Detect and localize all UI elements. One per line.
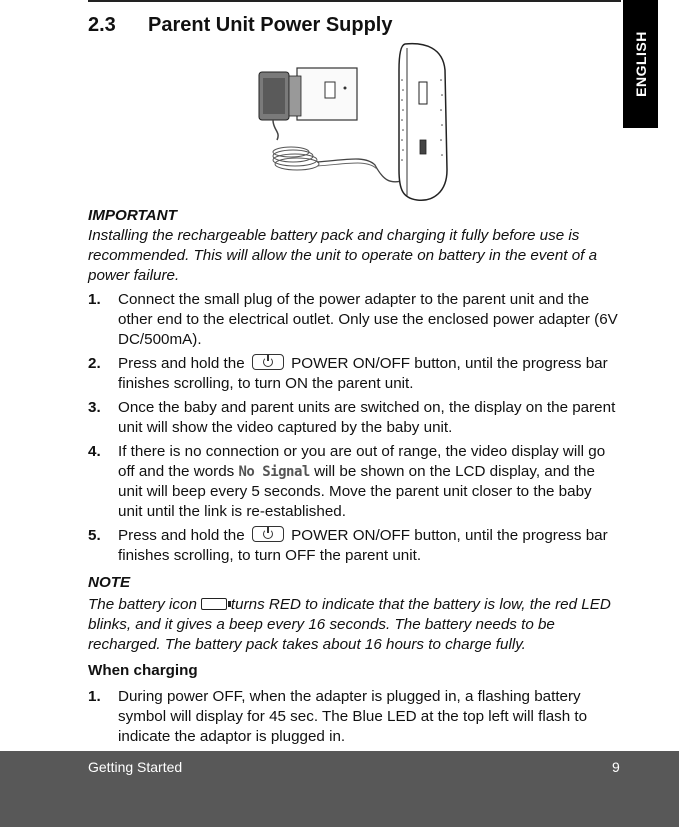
charging-step-1: [88, 687, 620, 747]
important-text: Installing the rechargeable battery pack and charging it fully before use is recommended. This will allow the unit to operate on battery in the event of a power failure.: [88, 227, 598, 284]
step-number: 5.: [88, 527, 101, 544]
step-4: [88, 442, 620, 522]
footer-chapter: Getting Started: [88, 759, 183, 775]
step-text: Once the baby and parent units are switched on, the display on the parent unit will show the video captured by the baby unit.: [118, 399, 616, 436]
step-number: 2.: [88, 355, 101, 372]
power-button-icon: [252, 354, 284, 370]
step-3: [88, 398, 620, 438]
note-text-before: The battery icon: [88, 596, 197, 613]
step-text-before: Press and hold the: [118, 355, 245, 372]
step-text: [118, 354, 620, 394]
charging-steps: [88, 687, 620, 747]
section-number: 2.3: [88, 14, 116, 36]
step-1: [88, 290, 620, 350]
step-2: [88, 354, 620, 394]
language-tab: [623, 0, 658, 128]
top-rule: [88, 0, 621, 2]
section-heading: [88, 14, 392, 37]
step-text-before: Press and hold the: [118, 527, 245, 544]
language-tab-label: ENGLISH: [632, 31, 649, 97]
no-signal-lcd-text: No Signal: [238, 464, 310, 480]
charging-label: When charging: [88, 662, 198, 679]
note-text-after: turns RED to indicate that the battery is low, the red LED blinks, and it gives a beep every 16 seconds. The battery needs to be recharged. The battery pack takes about 16 hours to charge fully.: [88, 596, 611, 653]
step-text: [118, 526, 620, 566]
setup-steps: [88, 290, 620, 566]
battery-icon: [201, 598, 227, 610]
step-number: 3.: [88, 399, 101, 416]
step-text-after: will be shown on the LCD display, and the unit will beep every 5 seconds. Move the parent unit closer to the baby unit until the link is re-established.: [118, 463, 595, 520]
page-footer: [0, 751, 679, 827]
note-label: NOTE: [88, 574, 131, 591]
power-adapter-illustration: [255, 40, 455, 205]
step-5: [88, 526, 620, 566]
step-text-before: If there is no connection or you are out of range, the video display will go off and the words: [118, 443, 606, 480]
step-text: During power OFF, when the adapter is plugged in, a flashing battery symbol will display for 45 sec. The Blue LED at the top left will flash to indicate the adaptor is plugged in.: [118, 688, 588, 745]
important-label: IMPORTANT: [88, 207, 177, 224]
power-button-icon: [252, 526, 284, 542]
step-text: [118, 442, 620, 522]
page-number: 9: [612, 759, 620, 775]
content: [88, 206, 620, 747]
step-number: 4.: [88, 443, 101, 460]
note-text: [88, 595, 620, 655]
step-text-after: POWER ON/OFF button, until the progress bar finishes scrolling, to turn ON the parent unit.: [118, 355, 608, 392]
step-number: 1.: [88, 688, 101, 705]
step-number: 1.: [88, 291, 101, 308]
section-title: Parent Unit Power Supply: [148, 14, 393, 36]
step-text: Connect the small plug of the power adapter to the parent unit and the other end to the electrical outlet. Only use the enclosed power adapter (6V DC/500mA).: [118, 291, 618, 348]
step-text-after: POWER ON/OFF button, until the progress bar finishes scrolling, to turn OFF the parent unit.: [118, 527, 608, 564]
